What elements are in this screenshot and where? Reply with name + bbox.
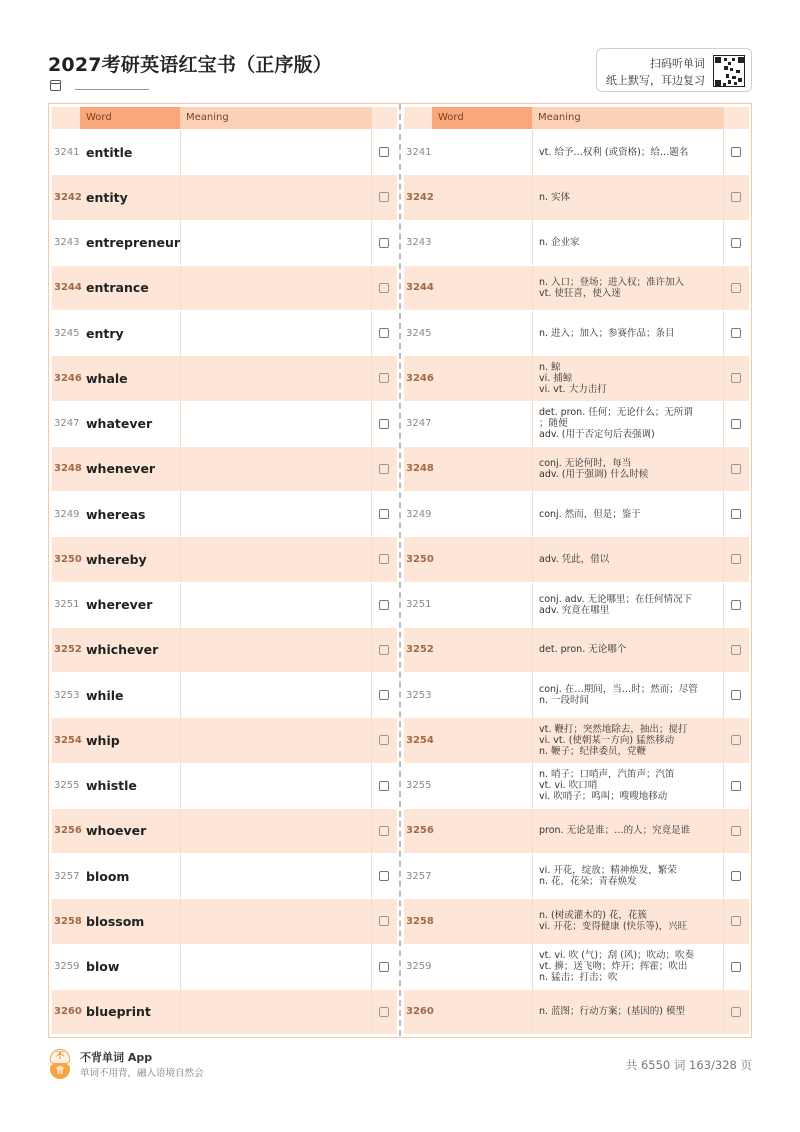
row-number: 3258 bbox=[406, 915, 434, 927]
review-checkbox[interactable] bbox=[731, 1007, 741, 1017]
meaning-line: n. 猛击；打击；吹 bbox=[539, 972, 618, 984]
fold-divider bbox=[399, 104, 401, 1036]
meaning-line: vt. 擤；送飞吻；炸开；挥霍；吹出 bbox=[539, 961, 688, 973]
row-number: 3260 bbox=[54, 1006, 82, 1018]
word-text: whereby bbox=[86, 551, 147, 567]
review-checkbox[interactable] bbox=[379, 1007, 389, 1017]
table-row bbox=[52, 174, 397, 219]
qr-caption-line2: 纸上默写，耳边复习 bbox=[606, 74, 705, 87]
meaning-cell[interactable] bbox=[180, 764, 372, 808]
review-checkbox[interactable] bbox=[379, 962, 389, 972]
row-number: 3242 bbox=[406, 191, 434, 203]
review-checkbox[interactable] bbox=[731, 328, 741, 338]
brand-name: 不背单词 App bbox=[80, 1051, 153, 1064]
meaning-cell[interactable] bbox=[180, 673, 372, 717]
page-title: 2027考研英语红宝书（正序版） bbox=[48, 54, 333, 76]
review-checkbox[interactable] bbox=[379, 419, 389, 429]
review-checkbox[interactable] bbox=[379, 735, 389, 745]
qr-module bbox=[726, 74, 729, 78]
word-text: entitle bbox=[86, 144, 133, 160]
rows-left bbox=[52, 129, 397, 1034]
table-row bbox=[404, 174, 749, 219]
meaning-text bbox=[539, 809, 719, 853]
qr-module bbox=[723, 83, 726, 86]
meaning-text bbox=[539, 764, 719, 808]
row-number: 3247 bbox=[406, 418, 432, 430]
qr-module bbox=[715, 57, 721, 63]
app-logo-icon bbox=[48, 1049, 72, 1079]
word-text: while bbox=[86, 687, 124, 703]
meaning-line: n. 进入；加入；参赛作品；条目 bbox=[539, 327, 675, 339]
table-row bbox=[52, 310, 397, 355]
row-number: 3245 bbox=[406, 327, 432, 339]
meaning-line: vi. vt. 大力击打 bbox=[539, 383, 607, 395]
table-row bbox=[52, 944, 397, 989]
meaning-line: n. 企业家 bbox=[539, 237, 580, 249]
table-row bbox=[404, 355, 749, 400]
review-checkbox[interactable] bbox=[379, 781, 389, 791]
meaning-line: n. 蓝图；行动方案；(基因的) 模型 bbox=[539, 1006, 685, 1018]
meaning-cell[interactable] bbox=[180, 221, 372, 265]
review-checkbox[interactable] bbox=[379, 554, 389, 564]
review-checkbox[interactable] bbox=[379, 283, 389, 293]
meaning-text bbox=[539, 990, 719, 1034]
meaning-text bbox=[539, 583, 719, 627]
row-number: 3246 bbox=[54, 372, 82, 384]
meaning-cell[interactable] bbox=[180, 899, 372, 943]
table-row bbox=[404, 220, 749, 265]
meaning-text bbox=[539, 899, 719, 943]
row-number: 3254 bbox=[406, 734, 434, 746]
header-check-cell bbox=[724, 107, 749, 129]
review-checkbox[interactable] bbox=[379, 373, 389, 383]
review-checkbox[interactable] bbox=[731, 554, 741, 564]
row-number: 3253 bbox=[406, 689, 432, 701]
word-text: blossom bbox=[86, 913, 145, 929]
row-number: 3252 bbox=[406, 644, 434, 656]
review-checkbox[interactable] bbox=[731, 962, 741, 972]
word-column-right bbox=[404, 107, 749, 1034]
header-meaning: Meaning bbox=[532, 107, 724, 129]
header-number-cell bbox=[52, 107, 80, 129]
review-checkbox[interactable] bbox=[731, 192, 741, 202]
review-checkbox[interactable] bbox=[731, 826, 741, 836]
table-row bbox=[52, 265, 397, 310]
table-row bbox=[404, 491, 749, 536]
meaning-line: vi. 开花，绽放；精神焕发，繁荣 bbox=[539, 865, 677, 877]
meaning-text bbox=[539, 221, 719, 265]
row-number: 3255 bbox=[406, 780, 432, 792]
header-meaning: Meaning bbox=[180, 107, 372, 129]
meaning-text bbox=[539, 945, 719, 989]
review-checkbox[interactable] bbox=[379, 192, 389, 202]
meaning-line: vt. vi. 吹 (气)；刮 (风)；吹动；吹奏 bbox=[539, 950, 695, 962]
row-number: 3242 bbox=[54, 191, 82, 203]
table-row bbox=[52, 536, 397, 581]
meaning-cell[interactable] bbox=[180, 356, 372, 400]
qr-caption bbox=[606, 55, 705, 89]
row-number: 3250 bbox=[54, 553, 82, 565]
word-text: entity bbox=[86, 189, 128, 205]
calendar-icon bbox=[50, 80, 61, 91]
row-number: 3252 bbox=[54, 644, 82, 656]
row-number: 3243 bbox=[406, 237, 432, 249]
review-checkbox[interactable] bbox=[379, 600, 389, 610]
meaning-cell[interactable] bbox=[180, 718, 372, 762]
review-checkbox[interactable] bbox=[379, 328, 389, 338]
review-checkbox[interactable] bbox=[379, 826, 389, 836]
review-checkbox[interactable] bbox=[731, 916, 741, 926]
review-checkbox[interactable] bbox=[379, 238, 389, 248]
word-text: whenever bbox=[86, 461, 156, 477]
logo-top: 不 bbox=[50, 1049, 70, 1064]
table-row bbox=[52, 672, 397, 717]
meaning-line: det. pron. 任何；无论什么；无所谓 bbox=[539, 407, 693, 419]
table-row bbox=[52, 401, 397, 446]
table-row bbox=[404, 944, 749, 989]
meaning-line: adv. (用于否定句后表强调) bbox=[539, 429, 655, 441]
word-column-left bbox=[52, 107, 397, 1034]
table-row bbox=[404, 627, 749, 672]
meaning-line: vt. 鞭打；突然地除去，抽出；搅打 bbox=[539, 723, 688, 735]
meaning-line: vi. vt. (使朝某一方向) 猛然移动 bbox=[539, 734, 675, 746]
table-row bbox=[404, 672, 749, 717]
row-number: 3258 bbox=[54, 915, 82, 927]
rows-right bbox=[404, 129, 749, 1034]
row-number: 3260 bbox=[406, 1006, 434, 1018]
logo-bottom: 背 bbox=[50, 1064, 70, 1079]
row-number: 3247 bbox=[54, 418, 80, 430]
meaning-text bbox=[539, 402, 719, 446]
meaning-line: conj. 无论何时，每当 bbox=[539, 457, 632, 469]
meaning-line: adv. 凭此，借以 bbox=[539, 553, 610, 565]
word-text: blow bbox=[86, 959, 120, 975]
row-number: 3257 bbox=[54, 870, 80, 882]
meaning-line: conj. 在…期间，当…时；然而；尽管 bbox=[539, 684, 698, 696]
table-header-left bbox=[52, 107, 397, 129]
qr-module bbox=[736, 70, 740, 73]
row-number: 3256 bbox=[54, 825, 82, 837]
meaning-cell[interactable] bbox=[180, 447, 372, 491]
meaning-cell[interactable] bbox=[180, 492, 372, 536]
table-row bbox=[404, 853, 749, 898]
meaning-text bbox=[539, 628, 719, 672]
review-checkbox[interactable] bbox=[731, 238, 741, 248]
table-row bbox=[52, 808, 397, 853]
meaning-cell[interactable] bbox=[180, 809, 372, 853]
qr-module bbox=[728, 62, 731, 65]
word-text: bloom bbox=[86, 868, 130, 884]
row-number: 3241 bbox=[54, 146, 80, 158]
table-row bbox=[52, 627, 397, 672]
review-checkbox[interactable] bbox=[731, 871, 741, 881]
qr-module bbox=[724, 66, 728, 70]
review-checkbox[interactable] bbox=[379, 645, 389, 655]
review-checkbox[interactable] bbox=[379, 916, 389, 926]
word-text: entrepreneur bbox=[86, 235, 181, 251]
meaning-cell[interactable] bbox=[180, 311, 372, 355]
word-text: whatever bbox=[86, 416, 153, 432]
header-check-cell bbox=[372, 107, 397, 129]
table-row bbox=[404, 401, 749, 446]
word-text: whereas bbox=[86, 506, 146, 522]
review-checkbox[interactable] bbox=[379, 509, 389, 519]
row-number: 3256 bbox=[406, 825, 434, 837]
meaning-cell[interactable] bbox=[180, 945, 372, 989]
meaning-line: vt. 给予…权利 (或资格)；给…题名 bbox=[539, 146, 689, 158]
meaning-line: n. 入口；登场；进入权；准许加入 bbox=[539, 276, 685, 288]
qr-module bbox=[728, 80, 731, 84]
brand-slogan: 单词不用背，融入语境自然会 bbox=[80, 1068, 204, 1079]
meaning-text bbox=[539, 447, 719, 491]
table-row bbox=[52, 717, 397, 762]
date-row bbox=[50, 80, 149, 91]
row-number: 3249 bbox=[54, 508, 80, 520]
meaning-cell[interactable] bbox=[180, 537, 372, 581]
word-text: whistle bbox=[86, 778, 137, 794]
table-row bbox=[404, 129, 749, 174]
table-row bbox=[404, 446, 749, 491]
word-text: entry bbox=[86, 325, 124, 341]
table-header-right bbox=[404, 107, 749, 129]
table-row bbox=[52, 989, 397, 1034]
row-number: 3248 bbox=[406, 463, 434, 475]
meaning-line: n. (树或灌木的) 花，花簇 bbox=[539, 910, 647, 922]
meaning-line: ；随便 bbox=[539, 418, 568, 430]
meaning-line: n. 鲸 bbox=[539, 361, 561, 373]
review-checkbox[interactable] bbox=[379, 690, 389, 700]
qr-module bbox=[715, 80, 721, 86]
review-checkbox[interactable] bbox=[379, 871, 389, 881]
page-footer bbox=[48, 1047, 752, 1083]
row-number: 3251 bbox=[406, 599, 432, 611]
meaning-line: vi. 吹哨子；鸣叫；嗖嗖地移动 bbox=[539, 791, 668, 803]
page-info: 共 6550 词 163/328 页 bbox=[625, 1058, 752, 1072]
table-row bbox=[404, 310, 749, 355]
row-number: 3254 bbox=[54, 734, 82, 746]
meaning-line: conj. 然而，但是；鉴于 bbox=[539, 508, 641, 520]
row-number: 3250 bbox=[406, 553, 434, 565]
table-row bbox=[404, 898, 749, 943]
row-number: 3255 bbox=[54, 780, 80, 792]
word-text: blueprint bbox=[86, 1004, 151, 1020]
meaning-cell[interactable] bbox=[180, 402, 372, 446]
table-row bbox=[404, 763, 749, 808]
row-number: 3246 bbox=[406, 372, 434, 384]
review-checkbox[interactable] bbox=[731, 373, 741, 383]
meaning-cell[interactable] bbox=[180, 266, 372, 310]
table-row bbox=[404, 582, 749, 627]
table-row bbox=[52, 582, 397, 627]
review-checkbox[interactable] bbox=[731, 781, 741, 791]
row-number: 3243 bbox=[54, 237, 80, 249]
meaning-line: vt. 使狂喜，使入迷 bbox=[539, 287, 621, 299]
meaning-text bbox=[539, 311, 719, 355]
meaning-line: n. 实体 bbox=[539, 191, 571, 203]
meaning-line: n. 鞭子；纪律委员，党鞭 bbox=[539, 745, 647, 757]
table-row bbox=[404, 808, 749, 853]
word-text: whoever bbox=[86, 823, 147, 839]
meaning-text bbox=[539, 175, 719, 219]
row-number: 3259 bbox=[406, 961, 432, 973]
row-number: 3245 bbox=[54, 327, 80, 339]
row-number: 3253 bbox=[54, 689, 80, 701]
row-number: 3251 bbox=[54, 599, 80, 611]
word-sheet bbox=[48, 103, 752, 1038]
row-number: 3244 bbox=[54, 282, 82, 294]
table-row bbox=[52, 763, 397, 808]
meaning-line: det. pron. 无论哪个 bbox=[539, 644, 627, 656]
qr-module bbox=[732, 76, 736, 79]
meaning-cell[interactable] bbox=[180, 130, 372, 174]
meaning-cell[interactable] bbox=[180, 990, 372, 1034]
review-checkbox[interactable] bbox=[731, 147, 741, 157]
table-row bbox=[404, 536, 749, 581]
row-number: 3257 bbox=[406, 870, 432, 882]
date-blank-line bbox=[75, 82, 149, 90]
table-row bbox=[404, 989, 749, 1034]
table-row bbox=[52, 491, 397, 536]
review-checkbox[interactable] bbox=[731, 690, 741, 700]
table-row bbox=[52, 898, 397, 943]
meaning-line: adv. 究竟在哪里 bbox=[539, 604, 610, 616]
meaning-line: pron. 无论是谁；…的人；究竟是谁 bbox=[539, 825, 691, 837]
table-row bbox=[404, 717, 749, 762]
meaning-text bbox=[539, 537, 719, 581]
meaning-line: n. 哨子；口哨声，汽笛声；汽笛 bbox=[539, 769, 675, 781]
table-row bbox=[52, 446, 397, 491]
review-checkbox[interactable] bbox=[731, 645, 741, 655]
row-number: 3241 bbox=[406, 146, 432, 158]
qr-module bbox=[738, 57, 744, 63]
meaning-line: n. 一段时间 bbox=[539, 695, 590, 707]
meaning-cell[interactable] bbox=[180, 628, 372, 672]
meaning-line: n. 花，花朵；青春焕发 bbox=[539, 876, 637, 888]
meaning-cell[interactable] bbox=[180, 175, 372, 219]
review-checkbox[interactable] bbox=[731, 419, 741, 429]
word-text: whip bbox=[86, 732, 120, 748]
qr-module bbox=[732, 58, 735, 61]
row-number: 3244 bbox=[406, 282, 434, 294]
header-word: Word bbox=[432, 107, 532, 129]
meaning-line: vi. 捕鲸 bbox=[539, 372, 573, 384]
qr-caption-line1: 扫码听单词 bbox=[650, 57, 705, 70]
review-checkbox[interactable] bbox=[731, 735, 741, 745]
meaning-text bbox=[539, 266, 719, 310]
meaning-text bbox=[539, 718, 719, 762]
meaning-line: vt. vi. 吹口哨 bbox=[539, 780, 598, 792]
table-row bbox=[52, 355, 397, 400]
page-header bbox=[48, 48, 752, 96]
review-checkbox[interactable] bbox=[379, 147, 389, 157]
qr-module bbox=[730, 68, 733, 71]
qr-module bbox=[738, 78, 742, 82]
meaning-text bbox=[539, 673, 719, 717]
table-row bbox=[52, 220, 397, 265]
qr-code-icon[interactable] bbox=[713, 55, 745, 87]
meaning-line: adv. (用于强调) 什么时候 bbox=[539, 468, 649, 480]
row-number: 3248 bbox=[54, 463, 82, 475]
meaning-cell[interactable] bbox=[180, 854, 372, 898]
table-row bbox=[52, 853, 397, 898]
meaning-line: vi. 开花；变得健康 (快乐等)，兴旺 bbox=[539, 921, 688, 933]
meaning-line: conj. adv. 无论哪里；在任何情况下 bbox=[539, 593, 693, 605]
table-row bbox=[404, 265, 749, 310]
qr-module bbox=[724, 58, 727, 61]
review-checkbox[interactable] bbox=[731, 283, 741, 293]
word-text: wherever bbox=[86, 597, 153, 613]
row-number: 3249 bbox=[406, 508, 432, 520]
review-checkbox[interactable] bbox=[379, 464, 389, 474]
header-number-cell bbox=[404, 107, 432, 129]
meaning-text bbox=[539, 130, 719, 174]
review-checkbox[interactable] bbox=[731, 600, 741, 610]
meaning-cell[interactable] bbox=[180, 583, 372, 627]
word-text: whichever bbox=[86, 642, 159, 658]
review-checkbox[interactable] bbox=[731, 509, 741, 519]
header-word: Word bbox=[80, 107, 180, 129]
meaning-text bbox=[539, 356, 719, 400]
qr-panel bbox=[596, 48, 752, 92]
word-text: whale bbox=[86, 370, 128, 386]
word-text: entrance bbox=[86, 280, 149, 296]
row-number: 3259 bbox=[54, 961, 80, 973]
review-checkbox[interactable] bbox=[731, 464, 741, 474]
qr-module bbox=[734, 82, 737, 85]
table-row bbox=[52, 129, 397, 174]
meaning-text bbox=[539, 854, 719, 898]
meaning-text bbox=[539, 492, 719, 536]
